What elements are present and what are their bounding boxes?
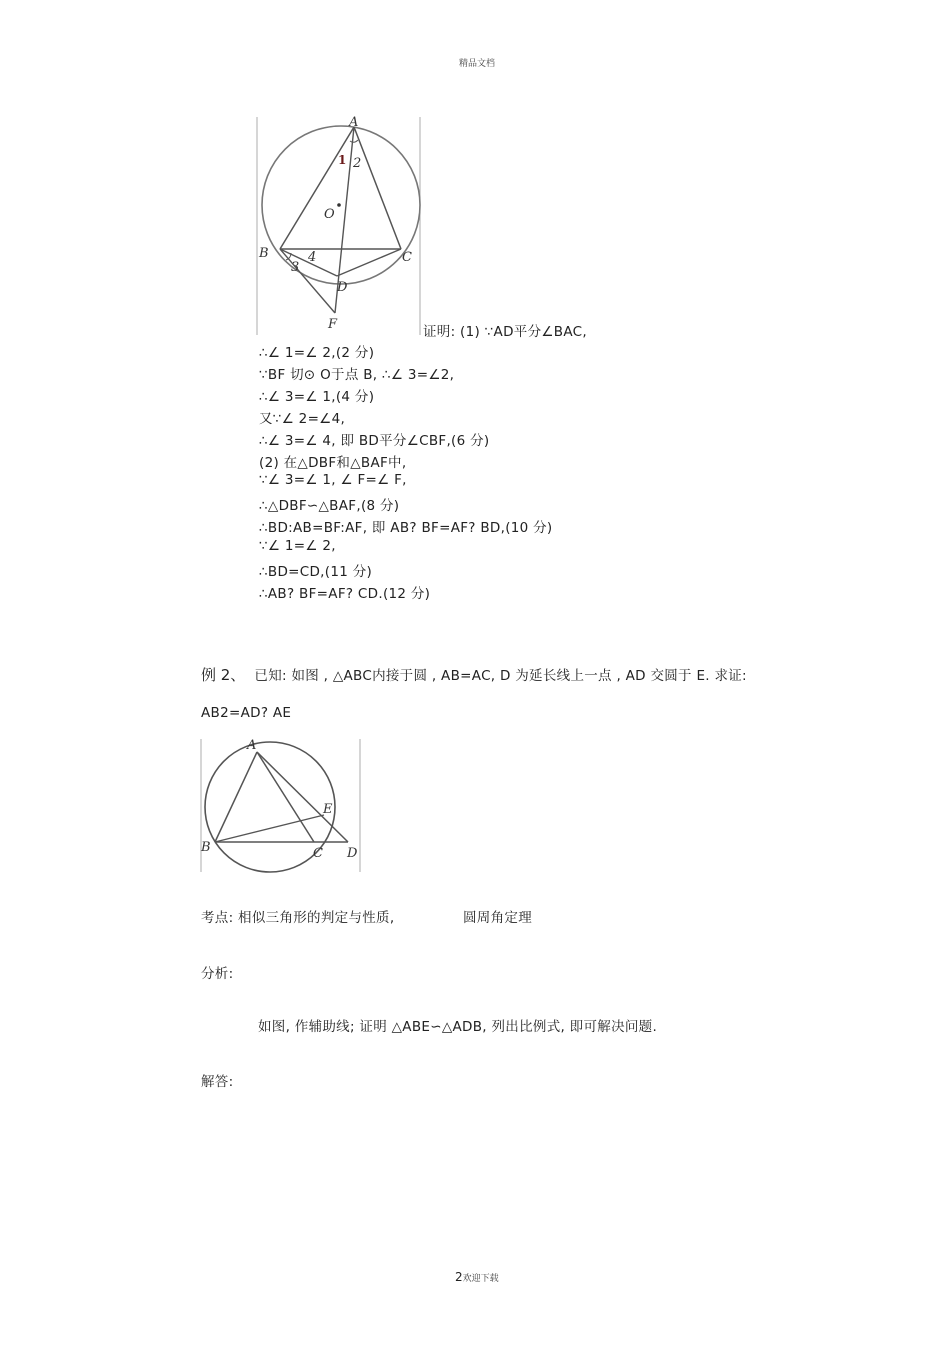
label-O: O — [324, 207, 335, 222]
proof-line: 又∵∠ 2=∠4, — [259, 411, 346, 427]
label-angle-4: 4 — [308, 250, 317, 265]
proof-line: ∴AB? BF=AF? CD.(12 分) — [259, 586, 431, 602]
example-2-heading — [201, 664, 747, 685]
fenxi-label: 分析: — [201, 966, 234, 982]
proof-line: ∵BF 切⊙ O于点 B, ∴∠ 3=∠2, — [259, 367, 455, 383]
segment-AB — [215, 752, 257, 842]
proof-line: ∵∠ 1=∠ 2, — [259, 538, 336, 554]
proof-line: ∴BD=CD,(11 分) — [259, 564, 373, 580]
fenxi-content: 如图, 作辅助线; 证明 △ABE∽△ADB, 列出比例式, 即可解决问题. — [258, 1019, 658, 1035]
header-title: 精品文档 — [459, 59, 496, 69]
segment-CD — [337, 249, 401, 276]
label-angle-1: 1 — [338, 153, 347, 167]
label-angle-2: 2 — [353, 156, 362, 171]
proof-line: ∵∠ 3=∠ 1, ∠ F=∠ F, — [259, 472, 407, 488]
footer — [455, 1266, 499, 1285]
proof-line: ∴∠ 3=∠ 4, 即 BD平分∠CBF,(6 分) — [259, 433, 490, 449]
label-D: D — [347, 846, 358, 861]
segment-AC — [257, 752, 314, 842]
footer-page-number: 2 — [455, 1270, 463, 1284]
label-F: F — [328, 317, 338, 332]
proof-line: ∴∠ 3=∠ 1,(4 分) — [259, 389, 375, 405]
kaodian-label: 考点: 相似三角形的判定与性质, — [201, 910, 395, 926]
center-point-O — [337, 203, 341, 207]
jieda-label: 解答: — [201, 1074, 234, 1090]
example-2-formula: AB2=AD? AE — [201, 705, 292, 721]
label-D: D — [337, 280, 348, 295]
label-A: A — [247, 738, 257, 753]
label-A: A — [349, 115, 359, 130]
kaodian-value: 圆周角定理 — [463, 910, 532, 926]
proof-line: ∴BD:AB=BF:AF, 即 AB? BF=AF? BD,(10 分) — [259, 520, 553, 536]
label-E: E — [323, 802, 333, 817]
example-2-statement: 已知: 如图 , △ABC内接于圆 , AB=AC, D 为延长线上一点 , AD 交圆于 E. 求证: — [254, 668, 747, 684]
label-B: B — [201, 840, 211, 855]
example-2-prefix: 例 2、 — [201, 666, 246, 684]
geometry-figure-1 — [256, 115, 422, 337]
label-angle-3: 3 — [291, 260, 300, 275]
label-B: B — [259, 246, 269, 261]
angle-A-arc — [350, 140, 358, 142]
footer-text: 欢迎下载 — [462, 1274, 499, 1284]
proof-line: ∴△DBF∽△BAF,(8 分) — [259, 498, 400, 514]
proof-line: ∴∠ 1=∠ 2,(2 分) — [259, 345, 375, 361]
geometry-figure-2 — [200, 737, 362, 874]
label-C: C — [402, 250, 412, 265]
segment-BE — [215, 815, 324, 842]
proof-intro: 证明: (1) ∵AD平分∠BAC, — [423, 324, 587, 340]
label-C: C — [313, 846, 323, 861]
proof-line: (2) 在△DBF和△BAF中, — [259, 455, 407, 471]
